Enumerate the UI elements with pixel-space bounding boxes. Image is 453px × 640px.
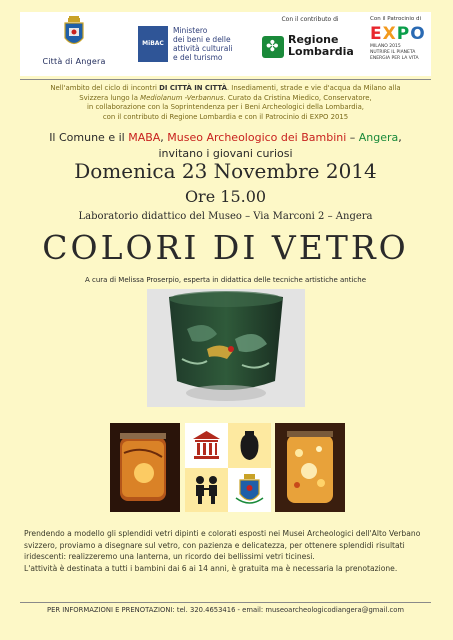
comune-crest-icon xyxy=(228,468,271,513)
event-date: Domenica 23 Novembre 2014 xyxy=(74,159,377,183)
intro-text: Nell'ambito del ciclo di incontri DI CITTÀ IN CITTÀ. Insediamenti, strade e vie d'acqua da Milano alla Svizzera lungo la Mediolanum -Verbannus. Curato da Cristina Miedico, Conservatore, in collaborazione con la Soprintendenza per i Beni Archeologici della Lombardia, con il contributo di Regione Lombardia e con il Patrocinio di EXPO 2015 xyxy=(50,84,401,121)
regione-caption: Con il contributo di xyxy=(281,16,339,23)
museum-icons-grid xyxy=(185,423,271,512)
photo-row xyxy=(110,423,345,512)
event-title: COLORI DI VETRO xyxy=(42,228,409,267)
contact-info: PER INFORMAZIONI E PRENOTAZIONI: tel. 320.4653416 - email: museoarcheologicodiangera@gmail.com xyxy=(46,606,404,614)
lantern-photo-left xyxy=(110,423,180,512)
mibac-name: Ministero dei beni e delle attività culturali e del turismo xyxy=(173,26,233,62)
description: Prendendo a modello gli splendidi vetri dipinti e colorati esposti nei Musei Archeologici dell'Alto Verbano svizzero, proviamo a disegnare sul vetro, con pazienza e delicatezza, per ottenere splendidi risultati iridescenti: realizzeremo una lanterna, un ricordo dei bellissimi vetri ticinesi. L'attività è destinata a tutti i bambini dai 6 ai 14 anni, è gratuita ma è necessaria la prenotazione. xyxy=(24,529,421,573)
regione-lombardia-logo xyxy=(260,16,360,72)
event-curator: A cura di Melissa Proserpio, esperta in didattica delle tecniche artistiche antiche xyxy=(84,276,367,284)
event-time: Ore 15.00 xyxy=(184,187,267,206)
regione-name: Regione Lombardia xyxy=(288,33,354,58)
maba-name: MABA xyxy=(128,131,161,144)
expo-wordmark: EXPO xyxy=(370,24,426,44)
event-venue: Laboratorio didattico del Museo – Via Marconi 2 – Angera xyxy=(78,211,373,222)
museum-icon xyxy=(185,423,228,468)
expo-caption: Con il Patrocinio di xyxy=(370,16,422,22)
regione-rose-icon xyxy=(262,36,284,58)
angera-crest-icon xyxy=(63,16,85,50)
amphora-icon xyxy=(228,423,271,468)
expo-logo xyxy=(370,16,428,72)
comune-logo xyxy=(28,16,120,72)
top-divider xyxy=(20,79,431,80)
lantern-image-left xyxy=(110,423,180,512)
children-icon xyxy=(185,468,228,513)
comune-caption: Città di Angera xyxy=(42,57,106,66)
lantern-photo-right xyxy=(275,423,345,512)
invitation: Il Comune e il MABA, Museo Archeologico dei Bambini – Angera, invitano i giovani curiosi xyxy=(49,131,402,160)
lantern-image-right xyxy=(275,423,345,512)
mibac-mark: MiBAC xyxy=(138,26,168,62)
mibac-logo xyxy=(138,26,248,62)
logo-strip xyxy=(20,12,431,76)
bottom-divider xyxy=(20,602,431,603)
city-name: Angera xyxy=(358,131,399,144)
glass-bowl-image xyxy=(147,289,305,407)
glass-bowl-photo xyxy=(147,289,305,407)
museum-name: Museo Archeologico dei Bambini xyxy=(167,131,347,144)
expo-subtitle: MILANO 2015 NUTRIRE IL PIANETA ENERGIA PER LA VITA xyxy=(370,44,419,61)
